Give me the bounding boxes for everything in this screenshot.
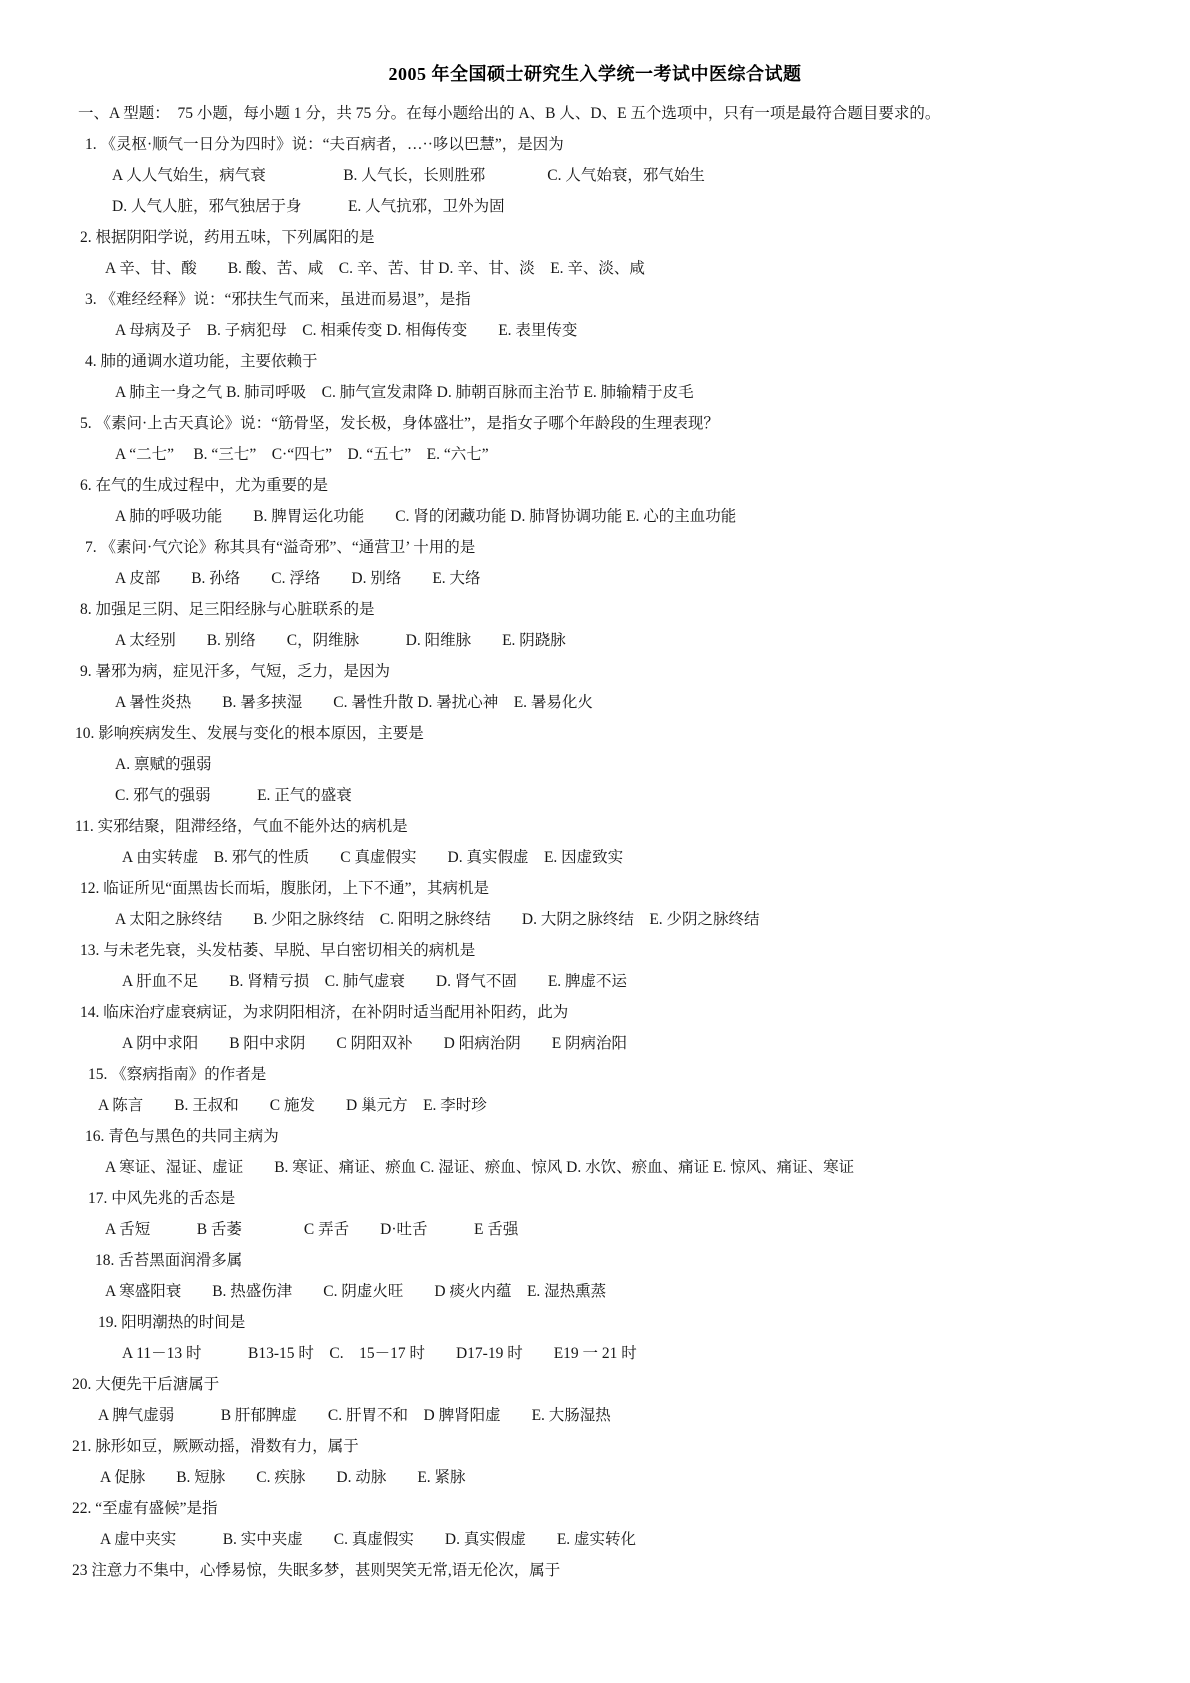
question-stem: 2. 根据阴阳学说，药用五味，下列属阳的是 [80,229,375,246]
option-line: A 母病及子 B. 子病犯母 C. 相乘传变 D. 相侮传变 E. 表里传变 [115,322,578,339]
question-stem: 7. 《素问·气穴论》称其具有“溢奇邪”、“通营卫’ 十用的是 [85,539,476,556]
option-line: A 太经别 B. 别络 C，阴维脉 D. 阳维脉 E. 阴跷脉 [115,632,566,649]
question-stem: 18. 舌苔黑面润滑多属 [95,1252,243,1269]
question-stem: 23 注意力不集中，心悸易惊，失眠多梦，甚则哭笑无常,语无伦次，属于 [72,1562,561,1579]
question-stem: 11. 实邪结聚，阻滞经络，气血不能外达的病机是 [75,818,408,835]
option-line: A 人人气始生，病气衰 B. 人气长，长则胜邪 C. 人气始衰，邪气始生 [112,167,705,184]
option-line: A 促脉 B. 短脉 C. 疾脉 D. 动脉 E. 紧脉 [100,1469,466,1486]
question-stem: 4. 肺的通调水道功能，主要依赖于 [85,353,318,370]
question-4 [0,346,1190,408]
question-23 [0,1555,1190,1586]
question-stem: 3. 《难经经释》说：“邪扶生气而来，虽进而易退”，是指 [85,291,471,308]
question-stem: 17. 中风先兆的舌态是 [88,1190,236,1207]
question-stem: 10. 影响疾病发生、发展与变化的根本原因，主要是 [75,725,424,742]
question-stem: 5. 《素问·上古天真论》说：“筋骨坚，发长极，身体盛壮”，是指女子哪个年龄段的生理表现？ [80,415,719,432]
question-stem: 1. 《灵枢·顺气一日分为四时》说：“夫百病者，…··哆以巴慧”，是因为 [85,136,564,153]
option-line: A 太阳之脉终结 B. 少阳之脉终结 C. 阳明之脉终结 D. 大阴之脉终结 E. 少阴之脉终结 [115,911,760,928]
question-9 [0,656,1190,718]
question-stem: 12. 临证所见“面黑齿长而垢，腹胀闭，上下不通”，其病机是 [80,880,490,897]
question-stem: 15. 《察病指南》的作者是 [88,1066,267,1083]
option-line: A 寒盛阳衰 B. 热盛伤津 C. 阴虚火旺 D 痰火内蕴 E. 湿热熏蒸 [105,1283,607,1300]
question-stem: 20. 大便先干后溏属于 [72,1376,220,1393]
option-line: A 肝血不足 B. 肾精亏损 C. 肺气虚衰 D. 肾气不固 E. 脾虚不运 [122,973,628,990]
option-line: A 辛、甘、酸 B. 酸、苦、咸 C. 辛、苦、甘 D. 辛、甘、淡 E. 辛、淡、咸 [105,260,645,277]
question-stem: 6. 在气的生成过程中，尤为重要的是 [80,477,329,494]
question-stem: 9. 暑邪为病，症见汗多，气短，乏力，是因为 [80,663,391,680]
question-14 [0,997,1190,1059]
question-13 [0,935,1190,997]
option-line: A 暑性炎热 B. 暑多挟湿 C. 暑性升散 D. 暑扰心神 E. 暑易化火 [115,694,593,711]
question-21 [0,1431,1190,1493]
question-stem: 22. “至虚有盛候”是指 [72,1500,218,1517]
option-line: C. 邪气的强弱 E. 正气的盛衰 [115,787,352,804]
question-19 [0,1307,1190,1369]
option-line: A 皮部 B. 孙络 C. 浮络 D. 别络 E. 大络 [115,570,481,587]
option-line: D. 人气人脏，邪气独居于身 E. 人气抗邪，卫外为固 [112,198,505,215]
option-line: A 肺主一身之气 B. 肺司呼吸 C. 肺气宣发肃降 D. 肺朝百脉而主治节 E. 肺输精于皮毛 [115,384,694,401]
question-18 [0,1245,1190,1307]
question-1 [0,129,1190,222]
question-stem: 14. 临床治疗虚衰病证，为求阴阳相济，在补阴时适当配用补阳药，此为 [80,1004,569,1021]
question-5 [0,408,1190,470]
question-10 [0,718,1190,811]
option-line: A 肺的呼吸功能 B. 脾胃运化功能 C. 肾的闭藏功能 D. 肺肾协调功能 E. 心的主血功能 [115,508,737,525]
question-12 [0,873,1190,935]
question-stem: 8. 加强足三阴、足三阳经脉与心脏联系的是 [80,601,375,618]
question-17 [0,1183,1190,1245]
section-intro: 一、A 型题： 75 小题，每小题 1 分，共 75 分。在每小题给出的 A、B 人、D、E 五个选项中，只有一项是最符合题目要求的。 [78,105,941,122]
option-line: A 11－13 时 B13-15 时 C. 15－17 时 D17-19 时 E19 一 21 时 [122,1345,637,1362]
question-stem: 16. 青色与黑色的共同主病为 [85,1128,279,1145]
page-title: 2005 年全国硕士研究生入学统一考试中医综合试题 [388,64,802,84]
option-line: A. 禀赋的强弱 [115,756,212,773]
question-3 [0,284,1190,346]
question-22 [0,1493,1190,1555]
question-7 [0,532,1190,594]
option-line: A “二七” B. “三七” C·“四七” D. “五七” E. “六七” [115,446,489,463]
question-11 [0,811,1190,873]
question-15 [0,1059,1190,1121]
question-stem: 19. 阳明潮热的时间是 [98,1314,246,1331]
question-8 [0,594,1190,656]
question-16 [0,1121,1190,1183]
option-line: A 由实转虚 B. 邪气的性质 C 真虚假实 D. 真实假虚 E. 因虚致实 [122,849,624,866]
question-stem: 13. 与未老先衰，头发枯萎、早脱、早白密切相关的病机是 [80,942,476,959]
option-line: A 虚中夹实 B. 实中夹虚 C. 真虚假实 D. 真实假虚 E. 虚实转化 [100,1531,637,1548]
question-20 [0,1369,1190,1431]
option-line: A 脾气虚弱 B 肝郁脾虚 C. 肝胃不和 D 脾肾阳虚 E. 大肠湿热 [98,1407,611,1424]
option-line: A 舌短 B 舌萎 C 弄舌 D·吐舌 E 舌强 [105,1221,519,1238]
question-2 [0,222,1190,284]
option-line: A 寒证、湿证、虚证 B. 寒证、痛证、瘀血 C. 湿证、瘀血、惊风 D. 水饮、瘀血、痛证 E. 惊风、痛证、寒证 [105,1159,855,1176]
option-line: A 阴中求阳 B 阳中求阴 C 阴阳双补 D 阳病治阴 E 阴病治阳 [122,1035,628,1052]
option-line: A 陈言 B. 王叔和 C 施发 D 巢元方 E. 李时珍 [98,1097,487,1114]
question-6 [0,470,1190,532]
question-stem: 21. 脉形如豆，厥厥动摇，滑数有力，属于 [72,1438,359,1455]
